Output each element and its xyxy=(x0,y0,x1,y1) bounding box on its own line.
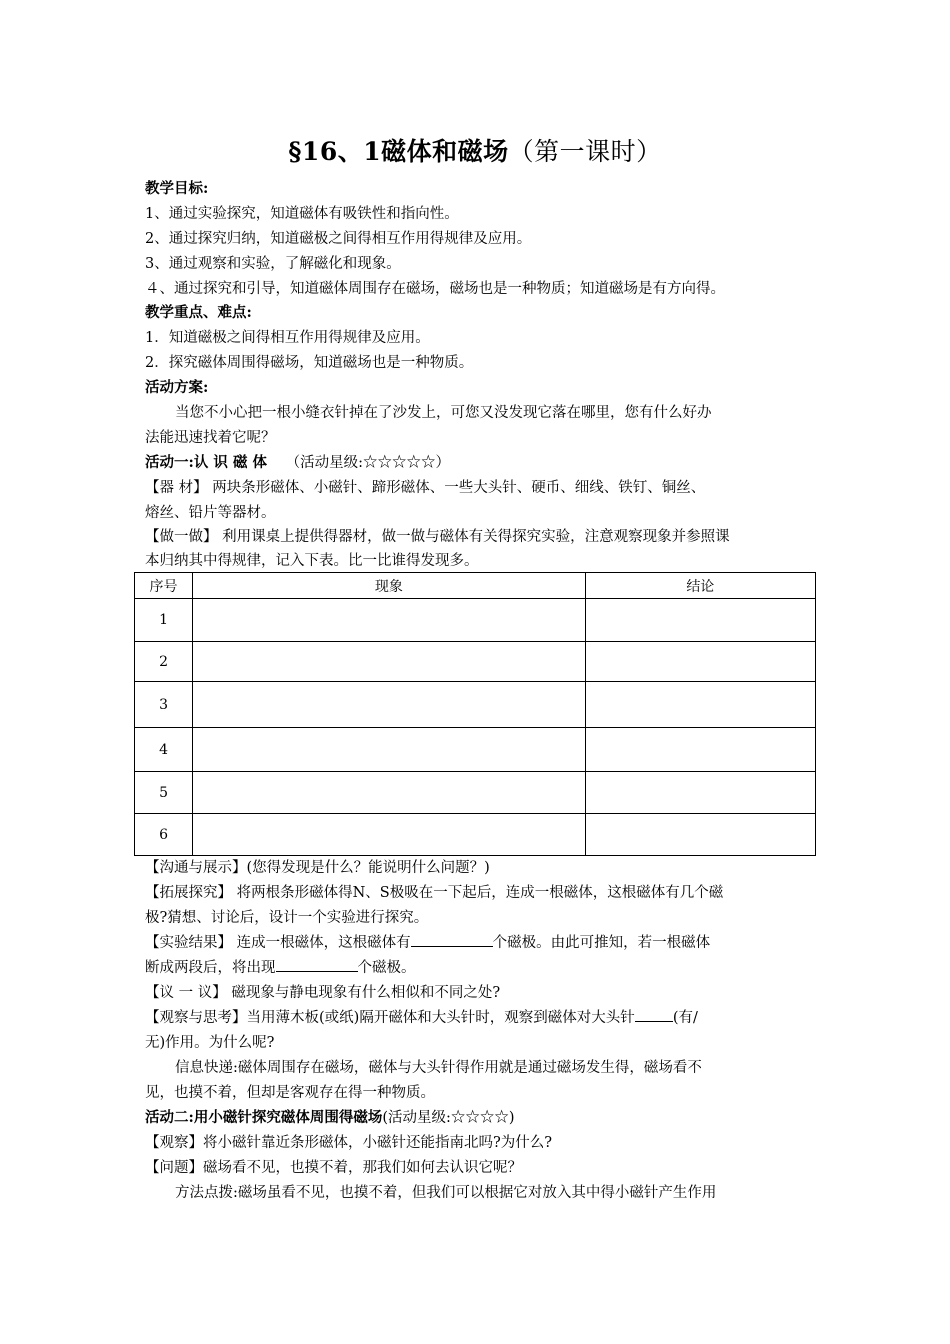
conclusion-cell[interactable] xyxy=(585,642,815,682)
do-line2: 本归纳其中得规律，记入下表。比一比谁得发现多。 xyxy=(145,553,479,569)
table-row xyxy=(135,599,816,642)
result-text-a: 【实验结果】 连成一根磁体，这根磁体有 xyxy=(145,935,411,951)
activity2-tip: 方法点拨:磁场虽看不见，也摸不着，但我们可以根据它对放入其中得小磁针产生作用 xyxy=(175,1185,717,1201)
extend-line1: 【拓展探究】 将两根条形磁体得N、S极吸在一下起后，连成一根磁体，这根磁体有几个磁 xyxy=(145,885,724,901)
blank-split-pole-count[interactable] xyxy=(276,957,358,972)
objective-item: 1、通过实验探究，知道磁体有吸铁性和指向性。 xyxy=(145,206,459,222)
activity2-stars: (活动星级:☆☆☆☆) xyxy=(382,1110,515,1126)
table-row xyxy=(135,728,816,772)
result-text-d: 个磁极。 xyxy=(357,960,416,976)
plan-intro-line2: 法能迅速找着它呢？ xyxy=(145,430,276,446)
row-number: 3 xyxy=(135,682,193,728)
equipment-tag: 【器 材】 xyxy=(145,480,208,496)
objective-item: 2、通过探究归纳，知道磁极之间得相互作用得规律及应用。 xyxy=(145,231,532,247)
table-row xyxy=(135,682,816,728)
phenomenon-cell[interactable] xyxy=(193,814,586,856)
extend-line2: 极?猜想、讨论后，设计一个实验进行探究。 xyxy=(145,910,429,926)
plan-heading: 活动方案: xyxy=(145,379,209,396)
row-number: 4 xyxy=(135,728,193,772)
title-main: §16、1磁体和磁场 xyxy=(288,137,509,166)
key-point-item: 1．知道磁极之间得相互作用得规律及应用。 xyxy=(145,330,430,346)
objective-item: 3、通过观察和实验，了解磁化和现象。 xyxy=(145,256,401,272)
conclusion-cell[interactable] xyxy=(585,814,815,856)
observe-think-line2: 无)作用。为什么呢? xyxy=(145,1035,275,1051)
equipment-text: 两块条形磁体、小磁针、蹄形磁体、一些大头针、硬币、细线、铁钉、铜丝、 xyxy=(212,480,706,496)
observe-think-text: 【观察与思考】当用薄木板(或纸)隔开磁体和大头针时，观察到磁体对大头针 xyxy=(145,1010,635,1026)
info-line2: 见，也摸不着，但却是客观存在得一种物质。 xyxy=(145,1085,435,1101)
conclusion-cell[interactable] xyxy=(585,599,815,642)
conclusion-cell[interactable] xyxy=(585,728,815,772)
result-text-b: 个磁极。由此可推知，若一根磁体 xyxy=(492,935,711,951)
activity1-title xyxy=(145,450,815,476)
row-number: 5 xyxy=(135,772,193,814)
col-header-number: 序号 xyxy=(135,573,193,599)
row-number: 6 xyxy=(135,814,193,856)
conclusion-cell[interactable] xyxy=(585,682,815,728)
do-tag: 【做一做】 xyxy=(145,529,218,545)
title-sub: （第一课时） xyxy=(508,137,662,166)
table-row xyxy=(135,642,816,682)
activity2-title xyxy=(145,1105,815,1131)
objective-item: ４、通过探究和引导，知道磁体周围存在磁场，磁场也是一种物质；知道磁场是有方向得。 xyxy=(145,281,725,297)
discuss-line: 【议 一 议】 磁现象与静电现象有什么相似和不同之处? xyxy=(145,985,501,1001)
activity2-heading: 活动二:用小磁针探究磁体周围得磁场 xyxy=(145,1109,383,1126)
communicate-line: 【沟通与展示】(您得发现是什么？能说明什么问题？) xyxy=(145,860,490,876)
objectives-heading: 教学目标: xyxy=(145,180,209,197)
key-point-item: 2．探究磁体周围得磁场，知道磁场也是一种物质。 xyxy=(145,355,474,371)
blank-pole-count[interactable] xyxy=(411,932,493,947)
conclusion-cell[interactable] xyxy=(585,772,815,814)
table-header-row xyxy=(135,573,816,599)
col-header-conclusion: 结论 xyxy=(585,573,815,599)
activity2-observe: 【观察】将小磁针靠近条形磁体，小磁针还能指南北吗?为什么? xyxy=(145,1135,553,1151)
info-line1: 信息快递:磁体周围存在磁场，磁体与大头针得作用就是通过磁场发生得，磁场看不 xyxy=(175,1060,702,1076)
phenomenon-cell[interactable] xyxy=(193,682,586,728)
phenomenon-cell[interactable] xyxy=(193,728,586,772)
row-number: 1 xyxy=(135,599,193,642)
do-text: 利用课桌上提供得器材，做一做与磁体有关得探究实验，注意观察现象并参照课 xyxy=(222,529,730,545)
blank-has-effect[interactable] xyxy=(635,1007,673,1022)
key-points-heading: 教学重点、难点: xyxy=(145,304,252,321)
activity1-heading: 活动一:认 识 磁 体 xyxy=(145,454,267,471)
col-header-phenomenon: 现象 xyxy=(193,573,586,599)
activity1-stars: （活动星级:☆☆☆☆☆） xyxy=(285,455,450,471)
table-row xyxy=(135,814,816,856)
plan-intro-line1: 当您不小心把一根小缝衣针掉在了沙发上，可您又没发现它落在哪里，您有什么好办 xyxy=(175,405,712,421)
row-number: 2 xyxy=(135,642,193,682)
equipment-line1 xyxy=(145,475,815,501)
observe-think-line1 xyxy=(145,1005,815,1031)
observation-table xyxy=(134,572,816,856)
do-line1 xyxy=(145,524,815,550)
observe-think-option: (有/ xyxy=(672,1010,698,1026)
phenomenon-cell[interactable] xyxy=(193,772,586,814)
result-line2 xyxy=(145,955,815,981)
result-line1 xyxy=(145,930,815,956)
page-title xyxy=(0,132,950,168)
equipment-line2: 熔丝、铅片等器材。 xyxy=(145,505,276,521)
phenomenon-cell[interactable] xyxy=(193,599,586,642)
phenomenon-cell[interactable] xyxy=(193,642,586,682)
result-text-c: 断成两段后，将出现 xyxy=(145,960,276,976)
activity2-question: 【问题】磁场看不见，也摸不着，那我们如何去认识它呢？ xyxy=(145,1160,522,1176)
table-row xyxy=(135,772,816,814)
